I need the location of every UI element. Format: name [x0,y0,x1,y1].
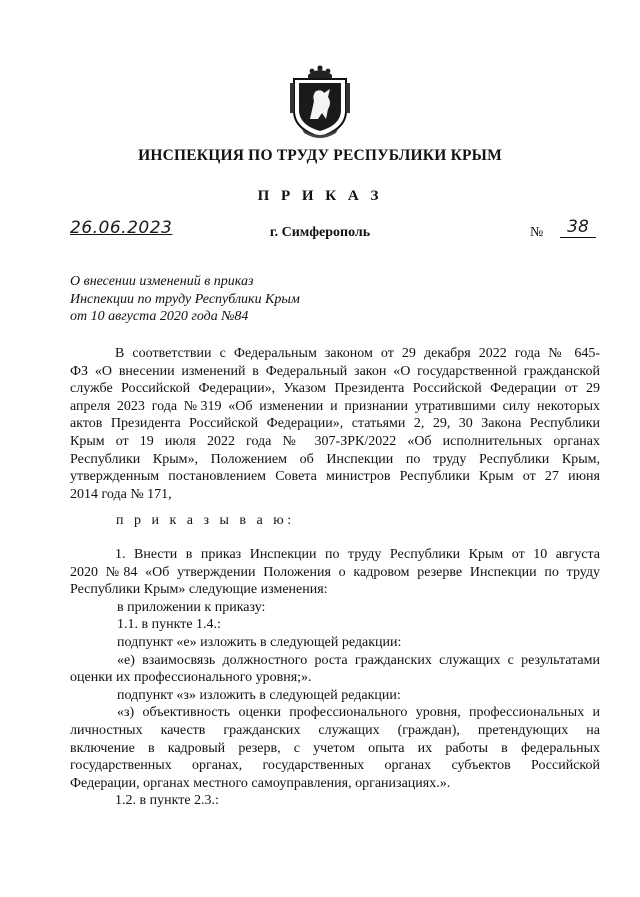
subject-line: Инспекции по труду Республики Крым [70,291,300,307]
item-line: подпункт «е» изложить в следующей редакции: [117,634,402,650]
order-items [70,546,600,810]
item-line: Республики Крым» следующие изменения: [70,582,328,598]
item-line: оценки их профессионального уровня;». [70,670,312,686]
subject-line: от 10 августа 2020 года №84 [70,309,249,324]
item-line: 1. Внести в приказ Инспекции по труду Республики Крым от 10 августа [115,547,600,562]
item-line: 2020 №84 «Об утверждении Положения о кадровом резерве Инспекции по труду [70,564,600,580]
preamble-line: службе Российской Федерации», Указом Президента Российской Федерации от 29 [70,381,600,397]
preamble-line: Республики Крым», Положением об Инспекции по труду Республики Крым, [70,451,600,467]
item-line: подпункт «з» изложить в следующей редакции: [117,687,401,703]
organization-name: ИНСПЕКЦИЯ ПО ТРУДУ РЕСПУБЛИКИ КРЫМ [138,147,502,164]
subject-line: О внесении изменений в приказ [70,274,254,289]
preamble-line: 2014 года № 171, [70,486,172,502]
document-number: 38 [560,217,596,238]
preamble-line: утвержденным постановлением Совета министров Республики Крым от 27 июня [70,469,600,485]
preamble-line: ФЗ «О внесении изменений в Федеральный закон «О государственной гражданской [70,363,600,379]
item-line: в приложении к приказу: [117,599,266,615]
item-line: «е) взаимосвязь должностного роста гражданских служащих с результатами [117,652,600,668]
coat-of-arms-icon [288,63,352,139]
item-line: Федерации, органах местного самоуправления, организациях.». [70,775,451,791]
item-line: 1.2. в пункте 2.3.: [115,793,219,809]
preamble-line: апреля 2023 года №319 «Об изменении и признании утратившими силу некоторых [70,398,600,414]
item-line: 1.1. в пункте 1.4.: [117,617,221,633]
number-label: № [530,225,544,240]
document-date: 26.06.2023 [70,218,173,238]
document-type: П Р И К А З [257,188,383,204]
item-line: личностных качеств гражданских служащих (граждан), претендующих на [70,722,600,738]
preamble-line: В соответствии с Федеральным законом от 29 декабря 2022 года № 645- [115,346,600,361]
order-word: п р и к а з ы в а ю: [116,513,295,528]
preamble-line: Крым от 19 июля 2022 года № 307-ЗРК/2022 «Об исполнительных органах [70,433,600,449]
subject-block [70,273,300,326]
item-line: государственных органах, государственных органах субъектов Российской [70,758,600,774]
preamble [70,345,600,503]
item-line: включение в кадровый резерв, с учетом опыта их работы в федеральных [70,740,600,756]
city: г. Симферополь [269,225,371,240]
item-line: «з) объективность оценки профессионального уровня, профессиональных и [117,705,600,721]
preamble-line: актов Президента Российской Федерации», статьями 2, 29, 30 Закона Республики [70,416,600,432]
